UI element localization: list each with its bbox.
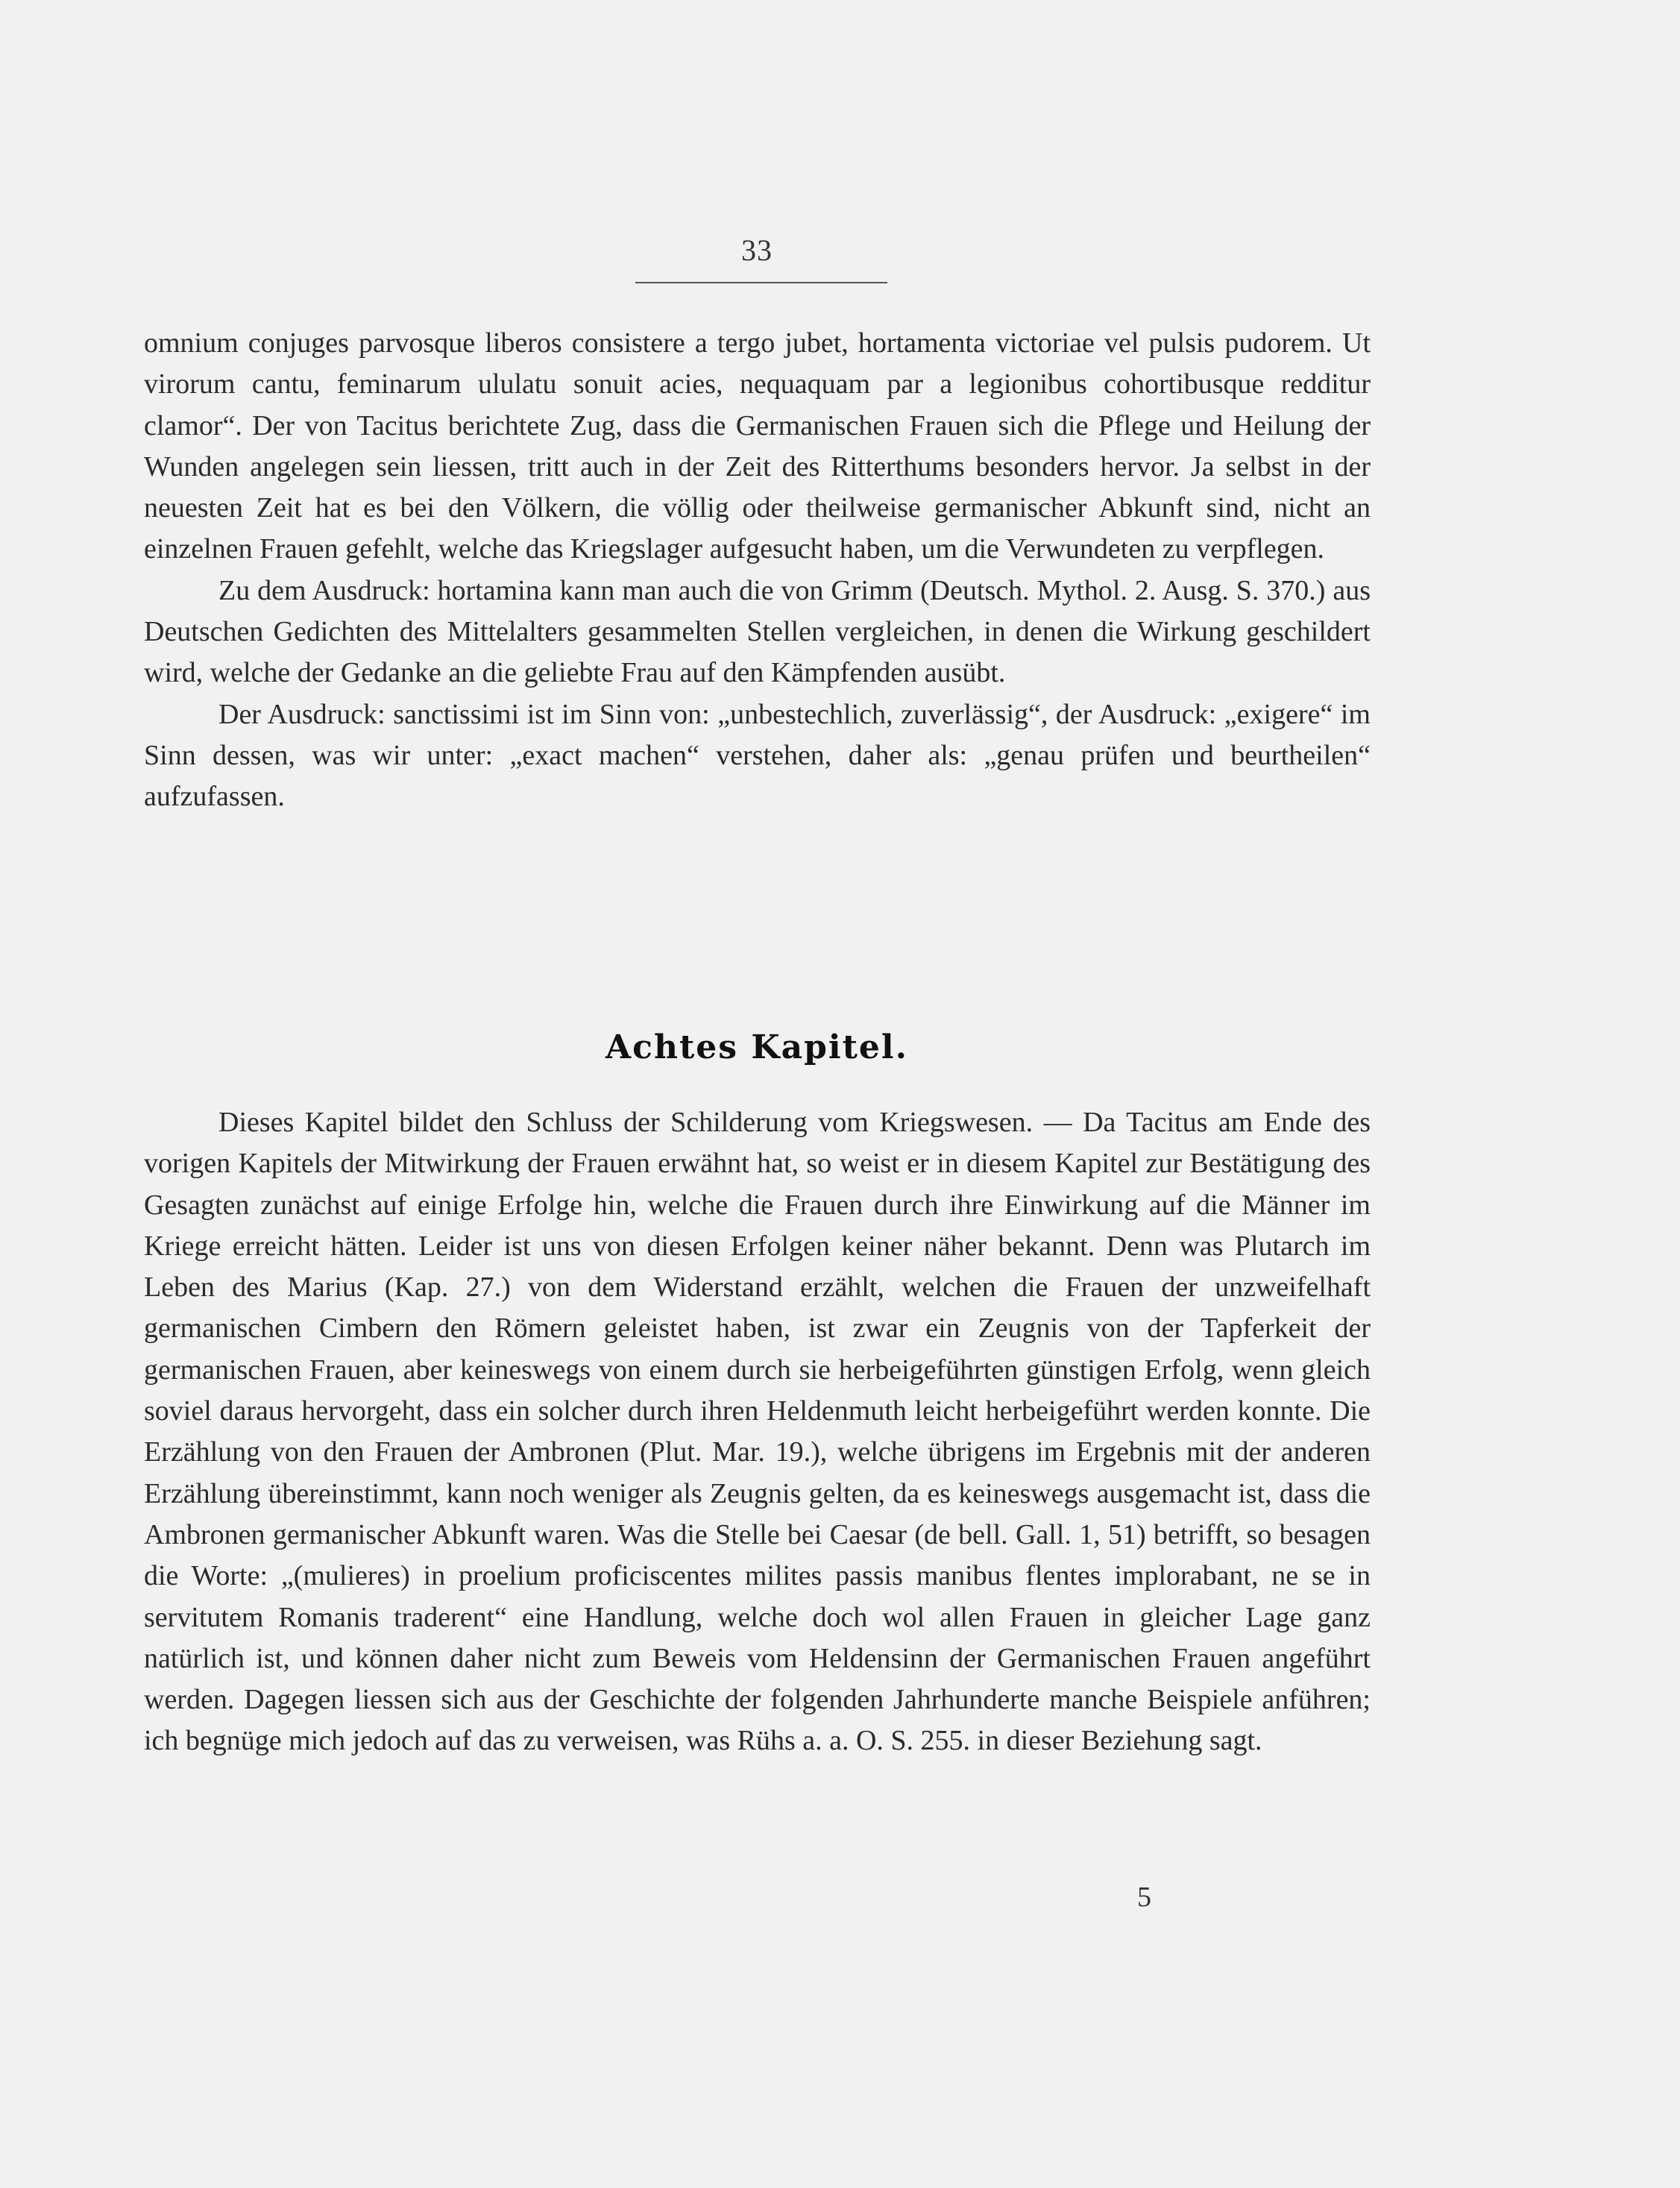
- header-rule: [635, 282, 887, 283]
- chapter-text-block: [144, 1102, 1371, 1762]
- paragraph: Der Ausdruck: sanctissimi ist im Sinn von: „unbestechlich, zuverlässig“, der Ausdruck: „exigere“ im Sinn dessen, was wir unter: „exact machen“ verstehen, daher als: „genau prüfen und beurtheilen“ aufzufassen.: [144, 698, 1371, 813]
- page-number: 33: [741, 233, 773, 267]
- chapter-heading: Achtes Kapitel.: [605, 1028, 908, 1066]
- paragraph: omnium conjuges parvosque liberos consistere a tergo jubet, hortamenta victoriae vel pulsis pudorem. Ut virorum cantu, feminarum ululatu sonuit acies, nequaquam par a legionibus cohortibusque redditur clamor“. Der von Tacitus berichtete Zug, dass die Germanischen Frauen sich die Pflege und Heilung der Wunden angelegen sein liessen, tritt auch in der Zeit des Ritterthums besonders hervor. Ja selbst in der neuesten Zeit hat es bei den Völkern, die völlig oder theilweise germanischer Abkunft sind, nicht an einzelnen Frauen gefehlt, welche das Kriegslager aufgesucht haben, um die Verwundeten zu verpflegen.: [144, 327, 1371, 565]
- continued-text-block: [144, 323, 1371, 818]
- paragraph: Zu dem Ausdruck: hortamina kann man auch die von Grimm (Deutsch. Mythol. 2. Ausg. S. 370.) aus Deutschen Gedichten des Mittelalters gesammelten Stellen vergleichen, in denen die Wirkung geschildert wird, welche der Gedanke an die geliebte Frau auf den Kämpfenden ausübt.: [144, 574, 1371, 689]
- signature-mark: 5: [1137, 1882, 1151, 1913]
- paragraph: Dieses Kapitel bildet den Schluss der Schilderung vom Kriegswesen. — Da Tacitus am Ende des vorigen Kapitels der Mitwirkung der Frauen erwähnt hat, so weist er in diesem Kapitel zur Bestätigung des Gesagten zunächst auf einige Erfolge hin, welche die Frauen durch ihre Einwirkung auf die Männer im Kriege erreicht hätten. Leider ist uns von diesen Erfolgen keiner näher bekannt. Denn was Plutarch im Leben des Marius (Kap. 27.) von dem Widerstand erzählt, welchen die Frauen der unzweifelhaft germanischen Cimbern den Römern geleistet haben, ist zwar ein Zeugnis von der Tapferkeit der germanischen Frauen, aber keineswegs von einem durch sie herbeigeführten günstigen Erfolg, wenn gleich soviel daraus hervorgeht, dass ein solcher durch ihren Heldenmuth leicht herbeigeführt werden konnte. Die Erzählung von den Frauen der Ambronen (Plut. Mar. 19.), welche übrigens im Ergebnis mit der anderen Erzählung übereinstimmt, kann noch weniger als Zeugnis gelten, da es keineswegs ausgemacht ist, dass die Ambronen germanischer Abkunft waren. Was die Stelle bei Caesar (de bell. Gall. 1, 51) betrifft, so besagen die Worte: „(mulieres) in proelium proficiscentes milites passis manibus flentes implorabant, ne se in servitutem Romanis traderent“ eine Handlung, welche doch wol allen Frauen in gleicher Lage ganz natürlich ist, und können daher nicht zum Beweis vom Heldensinn der Germanischen Frauen angeführt werden. Dagegen liessen sich aus der Geschichte der folgenden Jahrhunderte manche Beispiele anführen; ich begnüge mich jedoch auf das zu verweisen, was Rühs a. a. O. S. 255. in dieser Beziehung sagt.: [144, 1107, 1371, 1757]
